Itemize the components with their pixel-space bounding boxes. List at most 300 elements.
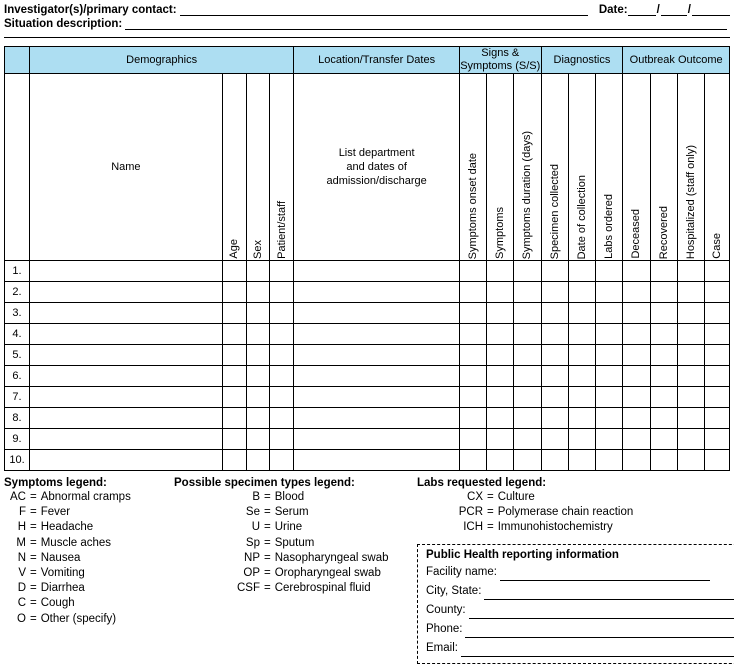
legend-equals: = [264,567,271,580]
legend-equals: = [487,491,494,503]
cell-name[interactable] [29,303,222,324]
cell-date-of-collection[interactable] [568,345,595,366]
cell-patient-staff[interactable] [270,429,294,450]
date-separator-1: / [656,4,660,16]
legend-key: C [17,597,26,610]
cell-labs-ordered[interactable] [596,303,623,324]
cell-name[interactable] [29,282,222,303]
cell-date-of-collection[interactable] [568,429,595,450]
column-header-location-line2: and dates of [346,161,407,173]
legend-item [4,596,174,611]
table-row[interactable] [5,303,730,324]
legend-key: V [18,567,26,580]
column-header-age-label: Age [228,239,241,259]
table-row[interactable] [5,345,730,366]
public-health-reporting-box [417,544,734,664]
cell-labs-ordered[interactable] [596,282,623,303]
column-header-symptoms [487,74,514,261]
cell-symptoms-duration[interactable] [514,429,541,450]
legend-equals: = [264,506,271,519]
cell-sex[interactable] [246,450,270,471]
cell-name[interactable] [29,408,222,429]
facility-name-input[interactable] [500,568,710,581]
row-number: 1. [5,261,30,282]
column-header-symptoms-onset-date [459,74,486,261]
cell-sex[interactable] [246,282,270,303]
cell-symptoms-onset-date[interactable] [459,408,486,429]
cell-location[interactable] [294,303,460,324]
header-divider [4,36,730,38]
legend-value: Diarrhea [40,582,85,595]
cell-symptoms-onset-date[interactable] [459,261,486,282]
phone-field[interactable] [426,621,734,638]
legend-item [174,566,417,581]
column-header-rownum [5,74,30,261]
cell-date-of-collection[interactable] [568,450,595,471]
cell-symptoms-duration[interactable] [514,450,541,471]
date-month-input[interactable] [628,4,656,16]
cell-deceased[interactable] [623,366,650,387]
table-row[interactable] [5,366,730,387]
cell-symptoms-duration[interactable] [514,387,541,408]
cell-symptoms-duration[interactable] [514,282,541,303]
cell-date-of-collection[interactable] [568,387,595,408]
row-number: 4. [5,324,30,345]
cell-deceased[interactable] [623,261,650,282]
row-number: 8. [5,408,30,429]
cell-date-of-collection[interactable] [568,282,595,303]
cell-recovered[interactable] [650,303,677,324]
legend-item [417,490,734,505]
column-header-specimen-collected-label: Specimen collected [548,163,561,259]
legend-value: Vomiting [40,567,85,580]
legend-value: Culture [497,491,535,503]
legend-value: Serum [274,506,309,519]
cell-age[interactable] [222,450,246,471]
cell-recovered[interactable] [650,282,677,303]
cell-hospitalized[interactable] [677,303,704,324]
row-number: 2. [5,282,30,303]
cell-recovered[interactable] [650,387,677,408]
legend-item [4,505,174,520]
cell-case[interactable] [704,282,729,303]
investigator-label: Investigator(s)/primary contact: [4,4,177,16]
cell-location[interactable] [294,345,460,366]
cell-deceased[interactable] [623,450,650,471]
cell-specimen-collected[interactable] [541,345,568,366]
legend-equals: = [30,582,37,595]
table-row[interactable] [5,324,730,345]
cell-age[interactable] [222,366,246,387]
legend-key: O [17,612,26,625]
cell-name[interactable] [29,324,222,345]
cell-specimen-collected[interactable] [541,324,568,345]
legend-item [417,505,734,520]
cell-name[interactable] [29,366,222,387]
column-header-row [5,74,730,261]
cell-hospitalized[interactable] [677,429,704,450]
legend-value: Muscle aches [40,536,112,549]
cell-case[interactable] [704,261,729,282]
cell-symptoms[interactable] [487,387,514,408]
cell-specimen-collected[interactable] [541,429,568,450]
cell-symptoms[interactable] [487,282,514,303]
table-row[interactable] [5,429,730,450]
city-state-label: City, State: [426,584,482,597]
legend-item [417,520,734,535]
legend-item [174,581,417,596]
cell-case[interactable] [704,429,729,450]
cell-age[interactable] [222,282,246,303]
legend-equals: = [264,551,271,564]
cell-symptoms-duration[interactable] [514,324,541,345]
legend-item [174,520,417,535]
cell-recovered[interactable] [650,345,677,366]
cell-symptoms-onset-date[interactable] [459,303,486,324]
cell-symptoms[interactable] [487,450,514,471]
legend-key: ICH [463,521,483,534]
legend-item [4,551,174,566]
cell-hospitalized[interactable] [677,345,704,366]
cell-labs-ordered[interactable] [596,429,623,450]
cell-patient-staff[interactable] [270,324,294,345]
cell-case[interactable] [704,408,729,429]
cell-labs-ordered[interactable] [596,408,623,429]
cell-recovered[interactable] [650,261,677,282]
cell-deceased[interactable] [623,429,650,450]
column-header-hospitalized [677,74,704,261]
cell-specimen-collected[interactable] [541,387,568,408]
cell-symptoms-duration[interactable] [514,261,541,282]
column-header-age [222,74,246,261]
symptoms-legend [4,477,174,627]
cell-deceased[interactable] [623,408,650,429]
cell-date-of-collection[interactable] [568,261,595,282]
cell-name[interactable] [29,345,222,366]
table-row[interactable] [5,408,730,429]
table-row[interactable] [5,282,730,303]
cell-symptoms-onset-date[interactable] [459,387,486,408]
cell-patient-staff[interactable] [270,408,294,429]
cell-symptoms[interactable] [487,345,514,366]
cell-symptoms-onset-date[interactable] [459,429,486,450]
cell-patient-staff[interactable] [270,261,294,282]
cell-recovered[interactable] [650,450,677,471]
column-header-specimen-collected [541,74,568,261]
cell-recovered[interactable] [650,324,677,345]
facility-name-field[interactable] [426,564,734,581]
group-header-demographics: Demographics [29,47,293,74]
legend-item [174,490,417,505]
phone-label: Phone: [426,622,463,635]
cell-symptoms-onset-date[interactable] [459,366,486,387]
cell-sex[interactable] [246,429,270,450]
legend-item [4,612,174,627]
cell-symptoms-duration[interactable] [514,408,541,429]
row-number: 6. [5,366,30,387]
cell-patient-staff[interactable] [270,366,294,387]
legend-key: CX [467,491,483,503]
cell-labs-ordered[interactable] [596,261,623,282]
cell-location[interactable] [294,450,460,471]
investigator-line [4,4,730,16]
table-row[interactable] [5,261,730,282]
labs-legend-and-reporting [417,477,734,664]
cell-name[interactable] [29,429,222,450]
cell-name[interactable] [29,450,222,471]
legend-item [4,536,174,551]
cell-deceased[interactable] [623,282,650,303]
cell-labs-ordered[interactable] [596,450,623,471]
cell-specimen-collected[interactable] [541,282,568,303]
specimen-legend [174,477,417,596]
symptoms-legend-title: Symptoms legend: [4,477,107,489]
legend-value: Nausea [40,551,81,564]
cell-date-of-collection[interactable] [568,303,595,324]
cell-age[interactable] [222,429,246,450]
column-header-location-line3: admission/discharge [326,175,427,187]
row-number: 7. [5,387,30,408]
cell-patient-staff[interactable] [270,303,294,324]
column-header-case-label: Case [710,233,723,259]
cell-date-of-collection[interactable] [568,366,595,387]
cell-sex[interactable] [246,387,270,408]
date-input-group[interactable] [628,4,730,16]
legend-equals: = [487,506,494,519]
cell-date-of-collection[interactable] [568,324,595,345]
cell-age[interactable] [222,345,246,366]
legend-value: Urine [274,521,303,534]
cell-symptoms[interactable] [487,429,514,450]
column-header-patient-staff-label: Patient/staff [275,201,288,259]
column-header-hospitalized-label: Hospitalized (staff only) [684,144,697,259]
city-state-field[interactable] [426,583,734,600]
cell-case[interactable] [704,324,729,345]
cell-hospitalized[interactable] [677,366,704,387]
cell-date-of-collection[interactable] [568,408,595,429]
column-header-name: Name [29,74,222,261]
line-list-table [4,46,730,471]
column-header-recovered-label: Recovered [657,205,670,259]
cell-sex[interactable] [246,261,270,282]
legend-item [174,505,417,520]
email-label: Email: [426,641,458,654]
cell-deceased[interactable] [623,303,650,324]
cell-recovered[interactable] [650,366,677,387]
specimen-legend-title: Possible specimen types legend: [174,477,355,489]
cell-symptoms-duration[interactable] [514,345,541,366]
cell-age[interactable] [222,324,246,345]
cell-hospitalized[interactable] [677,450,704,471]
phone-input[interactable] [465,625,734,638]
legend-value: Abnormal cramps [40,491,131,503]
cell-symptoms[interactable] [487,408,514,429]
cell-labs-ordered[interactable] [596,366,623,387]
legend-value: Cerebrospinal fluid [274,582,371,595]
column-header-recovered [650,74,677,261]
cell-symptoms[interactable] [487,261,514,282]
cell-specimen-collected[interactable] [541,450,568,471]
county-label: County: [426,603,466,616]
legend-key: AC [10,491,26,503]
legend-equals: = [30,506,37,519]
legend-key: CSF [237,582,260,595]
cell-symptoms-duration[interactable] [514,366,541,387]
legend-key: U [251,521,260,534]
cell-deceased[interactable] [623,324,650,345]
cell-case[interactable] [704,450,729,471]
cell-labs-ordered[interactable] [596,387,623,408]
legend-value: Sputum [274,536,315,549]
cell-recovered[interactable] [650,408,677,429]
cell-hospitalized[interactable] [677,408,704,429]
cell-age[interactable] [222,408,246,429]
column-header-sex-label: Sex [252,240,265,259]
county-field[interactable] [426,602,734,619]
situation-input[interactable] [125,18,727,30]
cell-symptoms[interactable] [487,303,514,324]
legend-key: D [17,582,26,595]
row-number: 5. [5,345,30,366]
cell-symptoms-onset-date[interactable] [459,324,486,345]
city-state-input[interactable] [484,587,734,600]
cell-sex[interactable] [246,366,270,387]
legend-value: Immunohistochemistry [497,521,613,534]
legend-key: M [16,536,26,549]
group-header-diagnostics: Diagnostics [541,47,623,74]
situation-line [4,18,730,30]
cell-symptoms-onset-date[interactable] [459,345,486,366]
legend-item [174,551,417,566]
cell-symptoms[interactable] [487,366,514,387]
legend-key: H [17,521,26,534]
cell-hospitalized[interactable] [677,387,704,408]
cell-sex[interactable] [246,324,270,345]
legend-item [4,581,174,596]
legend-equals: = [264,491,271,503]
column-header-patient-staff [270,74,294,261]
cell-location[interactable] [294,366,460,387]
cell-location[interactable] [294,282,460,303]
cell-labs-ordered[interactable] [596,324,623,345]
legend-key: F [18,506,26,519]
group-header-corner [5,47,30,74]
labs-legend-title: Labs requested legend: [417,477,547,489]
cell-case[interactable] [704,303,729,324]
legend-equals: = [30,551,37,564]
legend-key: PCR [458,506,483,519]
column-header-labs-ordered-label: Labs ordered [603,194,616,259]
cell-case[interactable] [704,387,729,408]
cell-sex[interactable] [246,408,270,429]
cell-location[interactable] [294,324,460,345]
cell-recovered[interactable] [650,429,677,450]
legend-value: Blood [274,491,305,503]
email-field[interactable] [426,640,734,657]
legend-value: Polymerase chain reaction [497,506,634,519]
legend-item [174,536,417,551]
column-header-deceased-label: Deceased [630,209,643,259]
cell-age[interactable] [222,261,246,282]
column-header-case [704,74,729,261]
legend-key: Se [245,506,260,519]
legend-value: Other (specify) [40,612,117,625]
cell-case[interactable] [704,345,729,366]
county-input[interactable] [469,606,734,619]
cell-symptoms-duration[interactable] [514,303,541,324]
legend-equals: = [264,582,271,595]
cell-specimen-collected[interactable] [541,303,568,324]
cell-case[interactable] [704,366,729,387]
legend-key: N [17,551,26,564]
legend-item [4,566,174,581]
legend-item [4,490,174,505]
table-row[interactable] [5,387,730,408]
cell-hospitalized[interactable] [677,261,704,282]
cell-patient-staff[interactable] [270,450,294,471]
cell-name[interactable] [29,261,222,282]
cell-patient-staff[interactable] [270,345,294,366]
legend-key: OP [243,567,260,580]
date-separator-2: / [687,4,691,16]
date-year-input[interactable] [692,4,730,16]
cell-deceased[interactable] [623,345,650,366]
cell-sex[interactable] [246,345,270,366]
row-number: 9. [5,429,30,450]
cell-symptoms[interactable] [487,324,514,345]
cell-hospitalized[interactable] [677,282,704,303]
cell-age[interactable] [222,303,246,324]
investigator-input[interactable] [180,4,588,16]
table-row[interactable] [5,450,730,471]
cell-location[interactable] [294,387,460,408]
column-header-sex [246,74,270,261]
cell-patient-staff[interactable] [270,387,294,408]
cell-symptoms-onset-date[interactable] [459,450,486,471]
column-header-date-of-collection-label: Date of collection [575,174,588,259]
cell-location[interactable] [294,429,460,450]
cell-specimen-collected[interactable] [541,408,568,429]
cell-age[interactable] [222,387,246,408]
cell-sex[interactable] [246,303,270,324]
column-header-location-line1: List department [338,147,415,159]
legend-equals: = [30,521,37,534]
cell-deceased[interactable] [623,387,650,408]
legend-equals: = [264,521,271,534]
cell-specimen-collected[interactable] [541,261,568,282]
column-header-location [294,74,460,261]
row-number: 3. [5,303,30,324]
legend-equals: = [487,521,494,534]
column-header-symptoms-onset-date-label: Symptoms onset date [467,152,480,259]
date-day-input[interactable] [661,4,687,16]
cell-hospitalized[interactable] [677,324,704,345]
cell-location[interactable] [294,408,460,429]
cell-location[interactable] [294,261,460,282]
legend-key: NP [244,551,260,564]
cell-name[interactable] [29,387,222,408]
cell-labs-ordered[interactable] [596,345,623,366]
date-label: Date: [598,4,628,16]
cell-patient-staff[interactable] [270,282,294,303]
email-input[interactable] [461,644,734,657]
column-header-deceased [623,74,650,261]
legend-item [4,520,174,535]
group-header-row [5,47,730,74]
cell-symptoms-onset-date[interactable] [459,282,486,303]
column-header-symptoms-duration-label: Symptoms duration (days) [521,130,534,259]
cell-specimen-collected[interactable] [541,366,568,387]
